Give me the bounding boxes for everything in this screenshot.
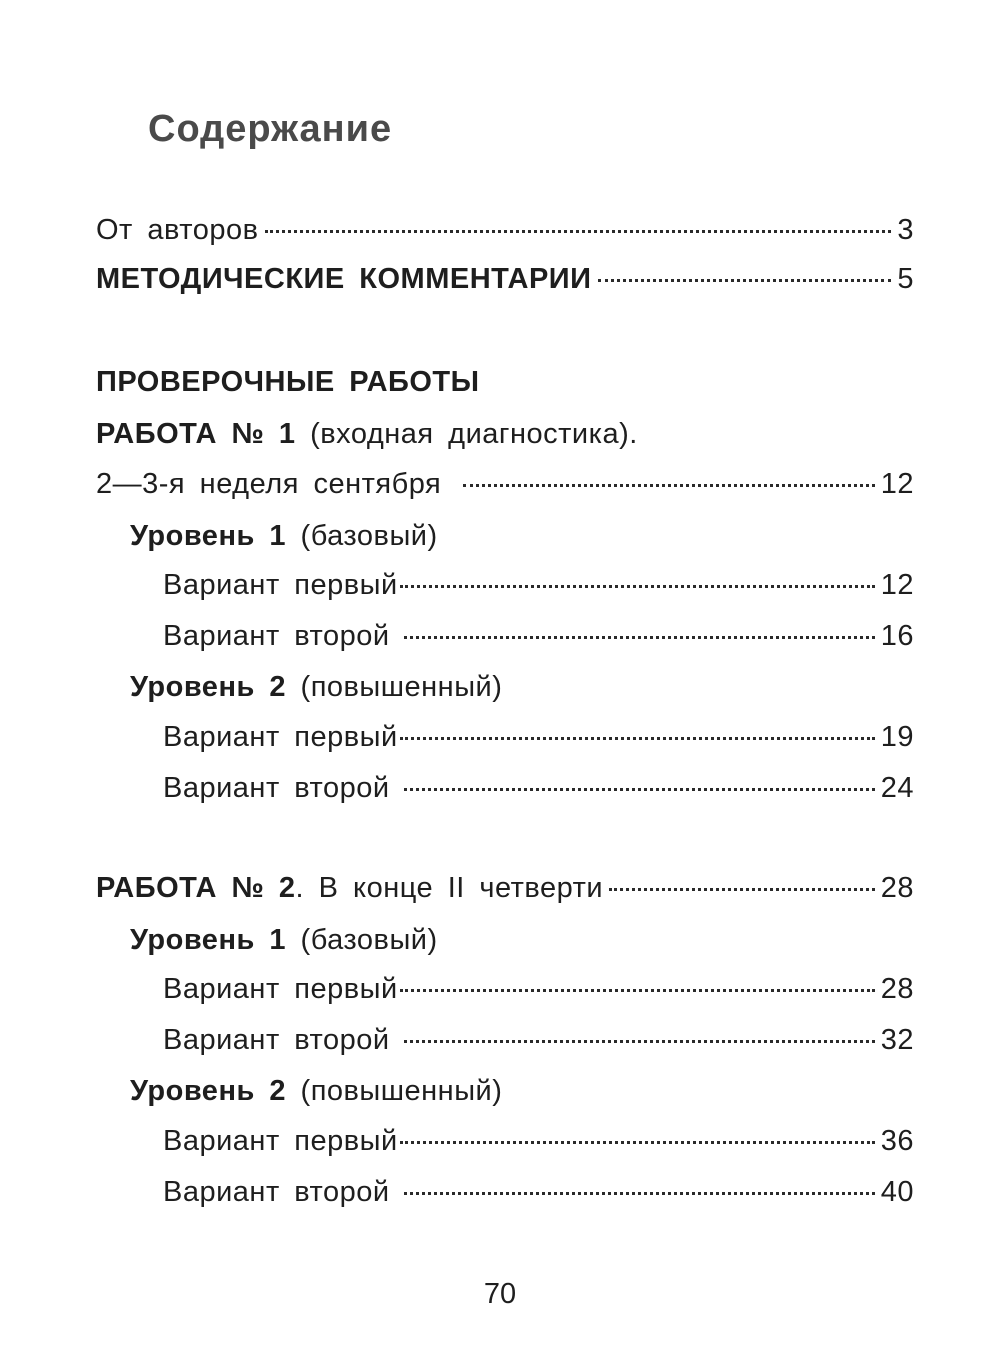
level-label-rest: (повышенный) [300, 671, 503, 703]
toc-entry-w2-l2-v1[interactable] [163, 1125, 914, 1158]
work2-title-rest: . В конце II четверти [295, 872, 604, 904]
work2-title-bold: РАБОТА № 2 [96, 872, 296, 904]
toc-entry-label: 2—3-я неделя сентября [96, 468, 442, 500]
toc-entry-page: 40 [880, 1176, 914, 1208]
toc-entry-label: Вариант первый [163, 973, 398, 1005]
work1-level1-heading [130, 520, 438, 553]
dot-leader [598, 279, 892, 282]
toc-entry-w2-l1-v2[interactable] [163, 1024, 914, 1057]
toc-entry-page: 32 [880, 1024, 914, 1056]
toc-entry-page: 12 [880, 569, 914, 601]
toc-entry-comments[interactable] [96, 263, 914, 296]
toc-entry-page: 24 [880, 772, 914, 804]
toc-entry-page: 5 [897, 263, 914, 295]
toc-entry-page: 28 [880, 872, 914, 904]
dot-leader [400, 737, 875, 740]
dot-leader [404, 1040, 875, 1043]
level-label-rest: (повышенный) [300, 1075, 503, 1107]
dot-leader [404, 1192, 875, 1195]
level-label-bold: Уровень 1 [130, 924, 286, 956]
work2-level2-heading [130, 1075, 502, 1108]
section-heading: ПРОВЕРОЧНЫЕ РАБОТЫ [96, 366, 480, 398]
level-label-rest: (базовый) [300, 924, 438, 956]
page-number: 70 [483, 1278, 517, 1310]
level-label-bold: Уровень 2 [130, 1075, 286, 1107]
toc-entry-label: Вариант первый [163, 1125, 398, 1157]
page-title: Содержание [148, 108, 393, 150]
dot-leader [265, 230, 892, 233]
level-label-bold: Уровень 1 [130, 520, 286, 552]
level-label-bold: Уровень 2 [130, 671, 286, 703]
toc-entry-work2[interactable] [96, 872, 914, 905]
dot-leader [400, 1141, 875, 1144]
work1-title-rest: (входная диагностика). [310, 418, 638, 450]
toc-entry-work1[interactable] [96, 468, 914, 501]
dot-leader [609, 888, 875, 891]
toc-entry-page: 3 [897, 214, 914, 246]
toc-entry-label: Вариант первый [163, 569, 398, 601]
dot-leader [400, 585, 875, 588]
toc-entry-page: 36 [880, 1125, 914, 1157]
toc-entry-w1-l2-v2[interactable] [163, 772, 914, 805]
toc-entry-label: Вариант первый [163, 721, 398, 753]
toc-entry-label [96, 872, 603, 905]
work2-level1-heading [130, 924, 438, 957]
dot-leader [404, 636, 875, 639]
toc-entry-label: Вариант второй [163, 772, 390, 804]
toc-entry-w1-l1-v1[interactable] [163, 569, 914, 602]
toc-entry-label: Вариант второй [163, 1024, 390, 1056]
toc-entry-w2-l1-v1[interactable] [163, 973, 914, 1006]
toc-entry-page: 28 [880, 973, 914, 1005]
toc-entry-label: От авторов [96, 214, 259, 246]
work1-title [96, 418, 638, 451]
toc-entry-page: 16 [880, 620, 914, 652]
toc-entry-label: МЕТОДИЧЕСКИЕ КОММЕНТАРИИ [96, 263, 592, 295]
dot-leader [404, 788, 875, 791]
level-label-rest: (базовый) [300, 520, 438, 552]
toc-entry-page: 12 [880, 468, 914, 500]
toc-entry-label: Вариант второй [163, 620, 390, 652]
dot-leader [400, 989, 875, 992]
work1-title-bold: РАБОТА № 1 [96, 418, 296, 450]
toc-entry-w1-l1-v2[interactable] [163, 620, 914, 653]
toc-entry-label: Вариант второй [163, 1176, 390, 1208]
dot-leader [463, 484, 875, 487]
work1-level2-heading [130, 671, 502, 704]
toc-entry-w2-l2-v2[interactable] [163, 1176, 914, 1209]
toc-entry-w1-l2-v1[interactable] [163, 721, 914, 754]
toc-entry-page: 19 [880, 721, 914, 753]
toc-entry-authors[interactable] [96, 214, 914, 247]
